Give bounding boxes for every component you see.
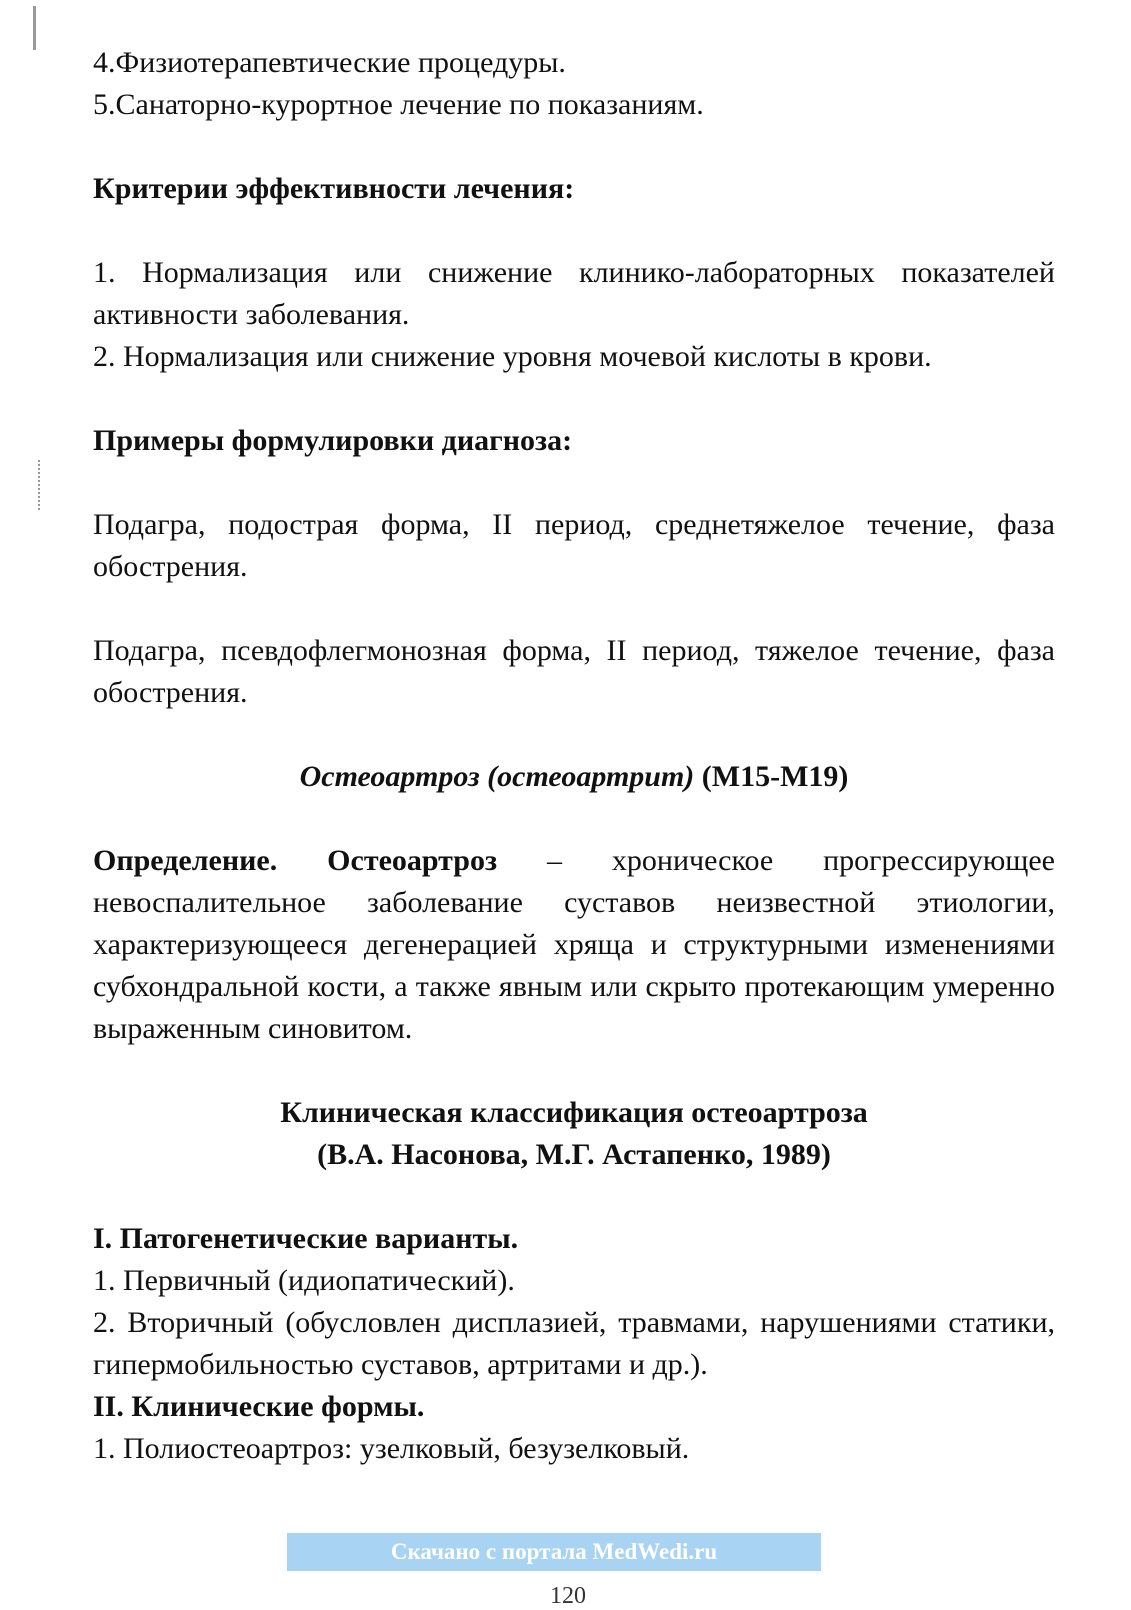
section1-heading: I. Патогенетические варианты. xyxy=(93,1222,519,1255)
classification-subtitle: (В.А. Насонова, М.Г. Астапенко, 1989) xyxy=(317,1138,831,1171)
examples-heading: Примеры формулировки диагноза: xyxy=(93,424,573,457)
list-item: 1. Нормализация или снижение клинико-лабораторных показателей активности заболевания. xyxy=(93,256,1055,331)
example-paragraph: Подагра, псевдофлегмонозная форма, II период, тяжелое течение, фаза обострения. xyxy=(93,634,1055,709)
definition-text: – хроническое прогрессирующее невоспалительное заболевание суставов неизвестной этиологии, характеризующееся дегенерацией хряща и структурными изменениями субхондральной кости, а также явным или скрыто протекающим умеренно выраженным синовитом. xyxy=(93,844,1055,1045)
list-item: 4.Физиотерапевтические процедуры. xyxy=(93,46,566,79)
definition-paragraph xyxy=(93,840,1055,1050)
section-title-name: Остеоартроз (остеоартрит) xyxy=(299,760,695,793)
page-number: 120 xyxy=(550,1583,586,1609)
section-title-code: (M15-M19) xyxy=(701,760,849,793)
list-item: 2. Вторичный (обусловлен дисплазией, травмами, нарушениями статики, гипермобильностью суставов, артритами и др.). xyxy=(93,1306,1055,1381)
section2-heading: II. Клинические формы. xyxy=(93,1390,425,1423)
watermark-banner: Скачано с портала MedWedi.ru xyxy=(287,1533,821,1571)
scan-edge-mark xyxy=(33,6,36,50)
list-item: 2. Нормализация или снижение уровня мочевой кислоты в крови. xyxy=(93,340,932,373)
definition-label: Определение. Остеоартроз xyxy=(93,844,498,877)
list-item: 1. Полиостеоартроз: узелковый, безузелковый. xyxy=(93,1432,690,1465)
example-paragraph: Подагра, подострая форма, II период, среднетяжелое течение, фаза обострения. xyxy=(93,508,1055,583)
criteria-heading: Критерии эффективности лечения: xyxy=(93,172,575,205)
scan-edge-mark xyxy=(38,460,42,510)
list-item: 1. Первичный (идиопатический). xyxy=(93,1264,515,1297)
section-title xyxy=(93,756,1055,798)
list-item: 5.Санаторно-курортное лечение по показаниям. xyxy=(93,88,704,121)
document-page xyxy=(93,42,1055,1470)
classification-title: Клиническая классификация остеоартроза xyxy=(280,1096,868,1129)
